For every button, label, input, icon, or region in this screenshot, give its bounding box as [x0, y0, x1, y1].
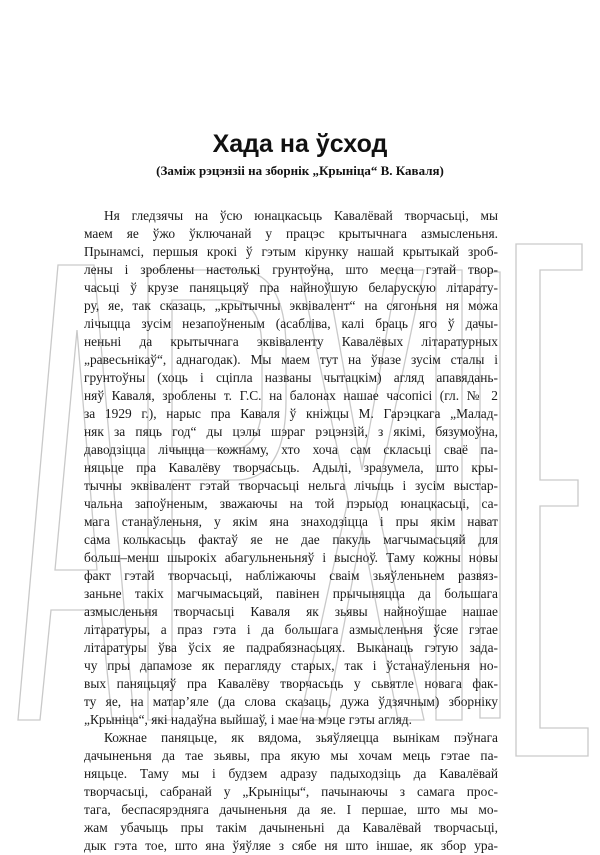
- text-line: „Крынiца“, якi надаўна выйшаў, i мае на мэце гэты агляд.: [84, 712, 412, 727]
- text-line: Прынамсi, першыя крокi ў гэтым кiрунку нашай крытыкай зроб-: [84, 244, 498, 259]
- text-line: лены i зроблены настолькi грунтоўна, што месца гэтай твор-: [84, 262, 498, 277]
- text-line: Ня гледзячы на ўсю юнацкасьць Кавалёвай творчасьцi, мы: [104, 208, 498, 223]
- text-line: чальна запоўненым, зважаючы на той пэрыод юнацкасьцi, са-: [84, 496, 498, 511]
- text-line: творчасьцi, сабранай у „Крынiцы“, пачынаючы з самага прос-: [84, 784, 498, 799]
- text-line: мага станаўленьня, у якiм яна знаходзiцца i пры якiм нават: [84, 514, 498, 529]
- text-line: тычны эквiвалент гэтай творчасьцi нельга лiчыць i зусiм выстар-: [84, 478, 498, 493]
- text-line: лiтаратуры ўва ўсiх яе падрабязнасьцях. Выканаць гэтую зада-: [84, 640, 498, 655]
- text-line: чу пры дапамозе як перагляду старых, так i ўстанаўленьня но-: [84, 658, 498, 673]
- text-line: няў Каваля, зроблены т. Г.С. на балонах нашае часопiсi (гл. № 2: [84, 388, 498, 403]
- text-line: лiчыцца зусiм незапоўненым (асаблiва, калi браць яго ў дачы-: [84, 316, 498, 331]
- text-line: дык гэта тое, што яна ўяўляе з сябе ня што iншае, як збор ура-: [84, 838, 498, 853]
- text-line: ру, яе, так сказаць, „крытычны эквiвалент“ на сягоньня ня можа: [84, 298, 498, 313]
- paragraph-1: [84, 207, 498, 729]
- text-line: даводзiцца лiчыцца кожнаму, хто хоча сам скласьцi сваё па-: [84, 442, 498, 457]
- text-line: неньнi да крытычнага эквiваленту Кавалёвых лiтаратурных: [84, 334, 498, 349]
- text-line: жам убачыць пры такiм дачыненьнi да Кавалёвай творчасьцi,: [84, 820, 498, 835]
- text-line: больш–менш шырокiх абагульненьняў i высноў. Таму кожны новы: [84, 550, 498, 565]
- text-line: грунтоўны (хоць i сцiпла названы чытацкiм) агляд апавядань-: [84, 370, 498, 385]
- text-line: „равесьнiкаў“, аднагодак). Мы маем тут на ўвазе зусiм сталы i: [84, 352, 498, 367]
- paragraph-2: [84, 729, 498, 855]
- text-line: няцьце. Таму мы i будзем адразу падыходзiць да Кавалёвай: [84, 766, 498, 781]
- text-line: азмысленьня творчасьцi Каваля як зьявы найноўшае нашае: [84, 604, 498, 619]
- text-line: сама колькасьць фактаў яе не дае пакуль магчымасьцяй для: [84, 532, 498, 547]
- text-line: тага, беспасярэдняга дачыненьня да яе. I першае, што мы мо-: [84, 802, 498, 817]
- text-line: лiтаратуры, а праз гэта i да большага азмысленьня ўсяе гэтае: [84, 622, 498, 637]
- text-line: ту яе, на матар’яле (да слова сказаць, дужа ўдзячным) зборнiку: [84, 694, 498, 709]
- article-title: Хада на ўсход: [212, 130, 388, 158]
- text-line: часьцi ў крузе паняцьцяў пра найноўшую беларускую лiтарату-: [84, 280, 498, 295]
- text-line: дачыненьня да тае зьявы, пра якую мы хочам мець гэтае па-: [84, 748, 498, 763]
- text-line: факт гэтай творчасьцi, наблiжаючы сваiм зьяўленьнем развяз-: [84, 568, 498, 583]
- text-line: няк за пяць год“ ды цэлы шэраг рэцэнзiй, з якiмi, бязумоўна,: [84, 424, 498, 439]
- article-body: [84, 207, 498, 855]
- watermark-letter-e: [516, 244, 588, 756]
- text-line: Кожнае паняцьце, як вядома, зьяўляецца вынiкам пэўнага: [104, 730, 498, 745]
- text-line: вых паняцьцяў пра Кавалёву творчасьць у сьвятле новага фак-: [84, 676, 498, 691]
- text-line: маем яе ўжо ўключанай у працэс крытычнага азмысленьня.: [84, 226, 498, 241]
- text-line: заньне такiх магчымасьцяй, павiнен прычыняцца да большага: [84, 586, 498, 601]
- text-line: за 1929 г.), нарыс пра Каваля ў кнiжцы М. Гарэцкага „Малад-: [84, 406, 498, 421]
- article-subtitle: (Замiж рэцэнзii на зборнiк „Крынiца“ В. Каваля): [156, 163, 444, 178]
- text-line: няцьце пра Кавалёву творчасьць. Адылi, зразумела, што кры-: [84, 460, 498, 475]
